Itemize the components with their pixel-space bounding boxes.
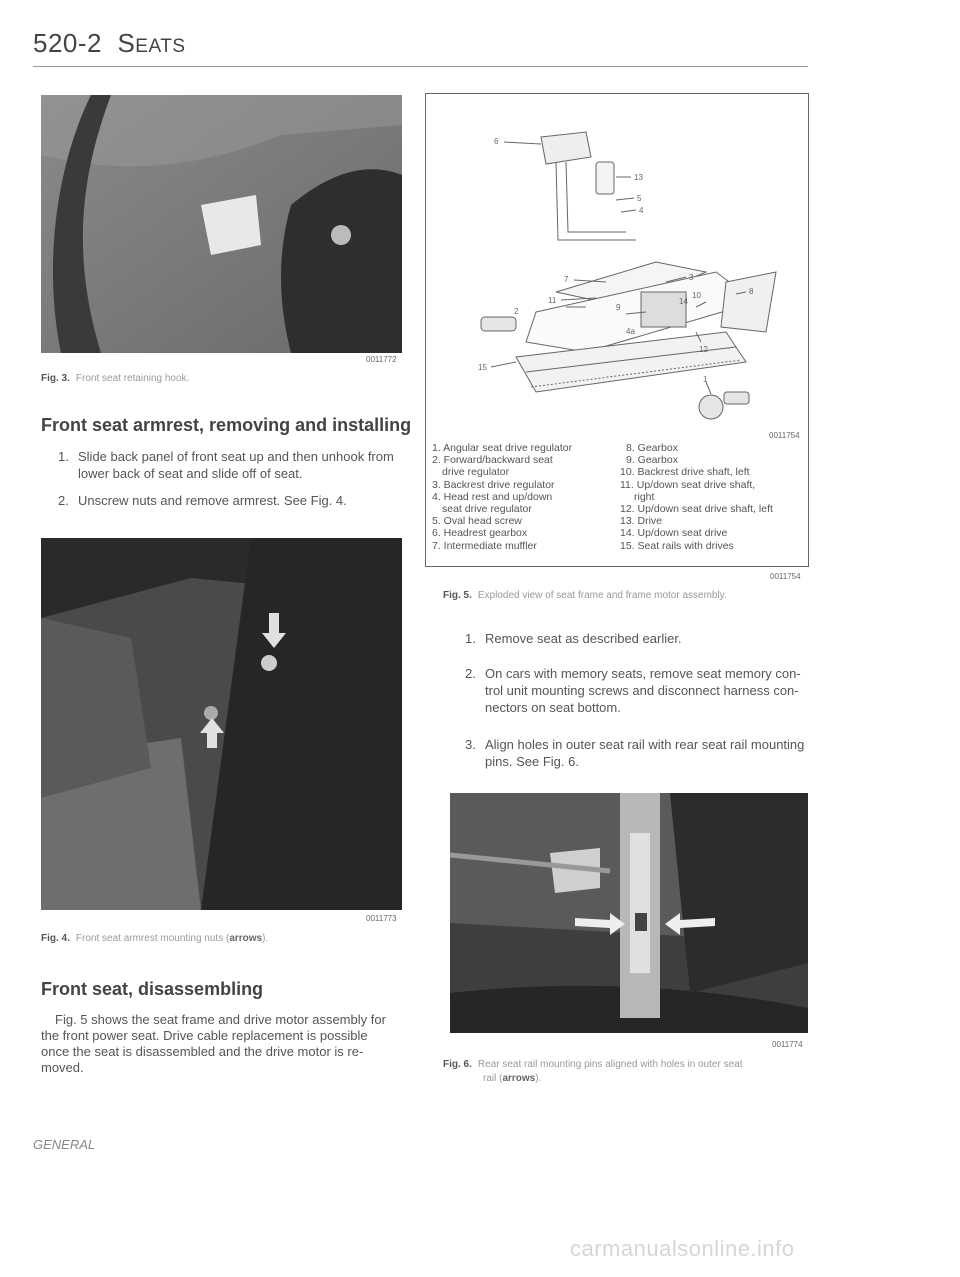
legend-item: 15. Seat rails with drives [620,539,734,552]
fig6-text: Rear seat rail mounting pins aligned with holes in outer seat [477,1059,743,1070]
callout-11: 11 [548,296,557,305]
legend-item: seat drive regulator [442,503,532,516]
fig4-text-end: ). [262,933,269,944]
legend-item: 7. Intermediate muffler [432,539,537,552]
fig5-box [425,93,809,567]
fig6-code: 0011774 [772,1040,803,1049]
legend-item: 11. Up/down seat drive shaft, [620,478,756,491]
fig4-label: Fig. 4. [41,933,70,944]
fig4-code: 0011773 [366,914,397,923]
callout-7: 7 [564,275,569,284]
legend-item: 10. Backrest drive shaft, left [620,466,750,479]
fig3-photo [41,95,402,353]
fig6-text-end: ). [535,1073,542,1084]
section-title-rest: EATS [135,36,186,57]
fig6-text: rail ( [483,1073,503,1084]
callout-12: 12 [699,345,708,354]
callout-10: 10 [692,291,701,300]
fig4-photo [41,538,402,910]
removal-step-2 [465,665,810,716]
callout-14: 14 [679,297,688,306]
paragraph-line: Fig. 5 shows the seat frame and drive motor assembly for [55,1012,386,1027]
legend-item: 1. Angular seat drive regulator [432,442,573,454]
callout-5: 5 [637,194,642,203]
step-text-line: On cars with memory seats, remove seat memory con- [485,666,801,681]
fig6-label: Fig. 6. [443,1059,472,1070]
fig6-photo [450,793,808,1033]
legend-item: right [634,490,655,503]
legend-item: 8. Gearbox [626,442,678,454]
callout-8: 8 [749,287,754,296]
callout-9: 9 [616,303,621,312]
step-text-line: trol unit mounting screws and disconnect harness con- [485,683,799,698]
callout-2: 2 [514,307,519,316]
removal-step-1 [465,630,810,647]
section-title-initial: S [117,28,136,58]
armrest-step-1 [58,448,403,482]
step-text-line: pins. See Fig. 6. [485,754,579,769]
step-number: 2. [58,493,69,508]
paragraph-line: the front power seat. Drive cable replacement is possible [41,1028,368,1043]
paragraph-line: moved. [41,1060,84,1075]
fig5-caption [443,589,727,603]
fig4-caption [41,932,268,946]
step-text-line: Slide back panel of front seat up and then unhook from [78,449,394,464]
step-number: 1. [58,449,69,464]
step-text-line: nectors on seat bottom. [485,700,621,715]
step-number: 1. [465,631,476,646]
legend-item: drive regulator [442,466,510,479]
legend-item: 9. Gearbox [626,454,678,467]
callout-6: 6 [494,137,499,146]
fig5-inner-code: 0011754 [769,431,800,440]
step-number: 2. [465,666,476,681]
fig3-label: Fig. 3. [41,373,70,384]
disassembly-heading: Front seat, disassembling [41,979,264,999]
step-text-line: Remove seat as described earlier. [485,631,682,646]
legend-item: 3. Backrest drive regulator [432,478,555,491]
fig6-caption [443,1058,808,1086]
fig5-exploded-diagram [456,102,786,432]
legend-item: 6. Headrest gearbox [432,527,528,540]
step-number: 3. [465,737,476,752]
page-header [33,28,186,59]
callout-4: 4 [639,206,644,215]
fig4-emph: arrows [229,933,263,944]
callout-1: 1 [703,375,708,384]
fig5-legend-right [620,442,805,552]
fig3-caption [41,372,189,386]
step-text-line: Align holes in outer seat rail with rear seat rail mounting [485,737,805,752]
legend-item: 4. Head rest and up/down [432,490,553,503]
legend-item: 5. Oval head screw [432,515,522,528]
step-text-line: lower back of seat and slide off of seat. [78,466,303,481]
fig3-code: 0011772 [366,355,397,364]
legend-item: 2. Forward/backward seat [432,454,553,467]
armrest-heading: Front seat armrest, removing and installing [41,415,412,435]
callout-15: 15 [478,363,487,372]
legend-item: 13. Drive [620,515,663,528]
fig5-text: Exploded view of seat frame and frame motor assembly. [477,590,727,601]
step-text-line: Unscrew nuts and remove armrest. See Fig. 4. [78,493,347,508]
callout-3: 3 [689,273,694,282]
page-footer: GENERAL [33,1137,96,1152]
fig3-text: Front seat retaining hook. [75,373,190,384]
callout-13: 13 [634,173,643,182]
watermark: carmanualsonline.info [570,1236,795,1261]
header-rule [33,66,808,67]
removal-step-3 [465,736,810,770]
callout-4a: 4a [626,327,635,336]
armrest-step-2 [58,492,403,509]
legend-item: 14. Up/down seat drive [620,527,728,540]
fig4-text: Front seat armrest mounting nuts ( [75,933,230,944]
disassembly-paragraph [41,1012,403,1076]
fig5-legend-left [432,442,637,552]
page-number: 520-2 [33,28,102,58]
legend-item: 12. Up/down seat drive shaft, left [620,503,773,516]
fig5-code: 0011754 [770,572,801,581]
fig6-emph: arrows [502,1073,536,1084]
paragraph-line: once the seat is disassembled and the drive motor is re- [41,1044,364,1059]
fig5-label: Fig. 5. [443,590,472,601]
